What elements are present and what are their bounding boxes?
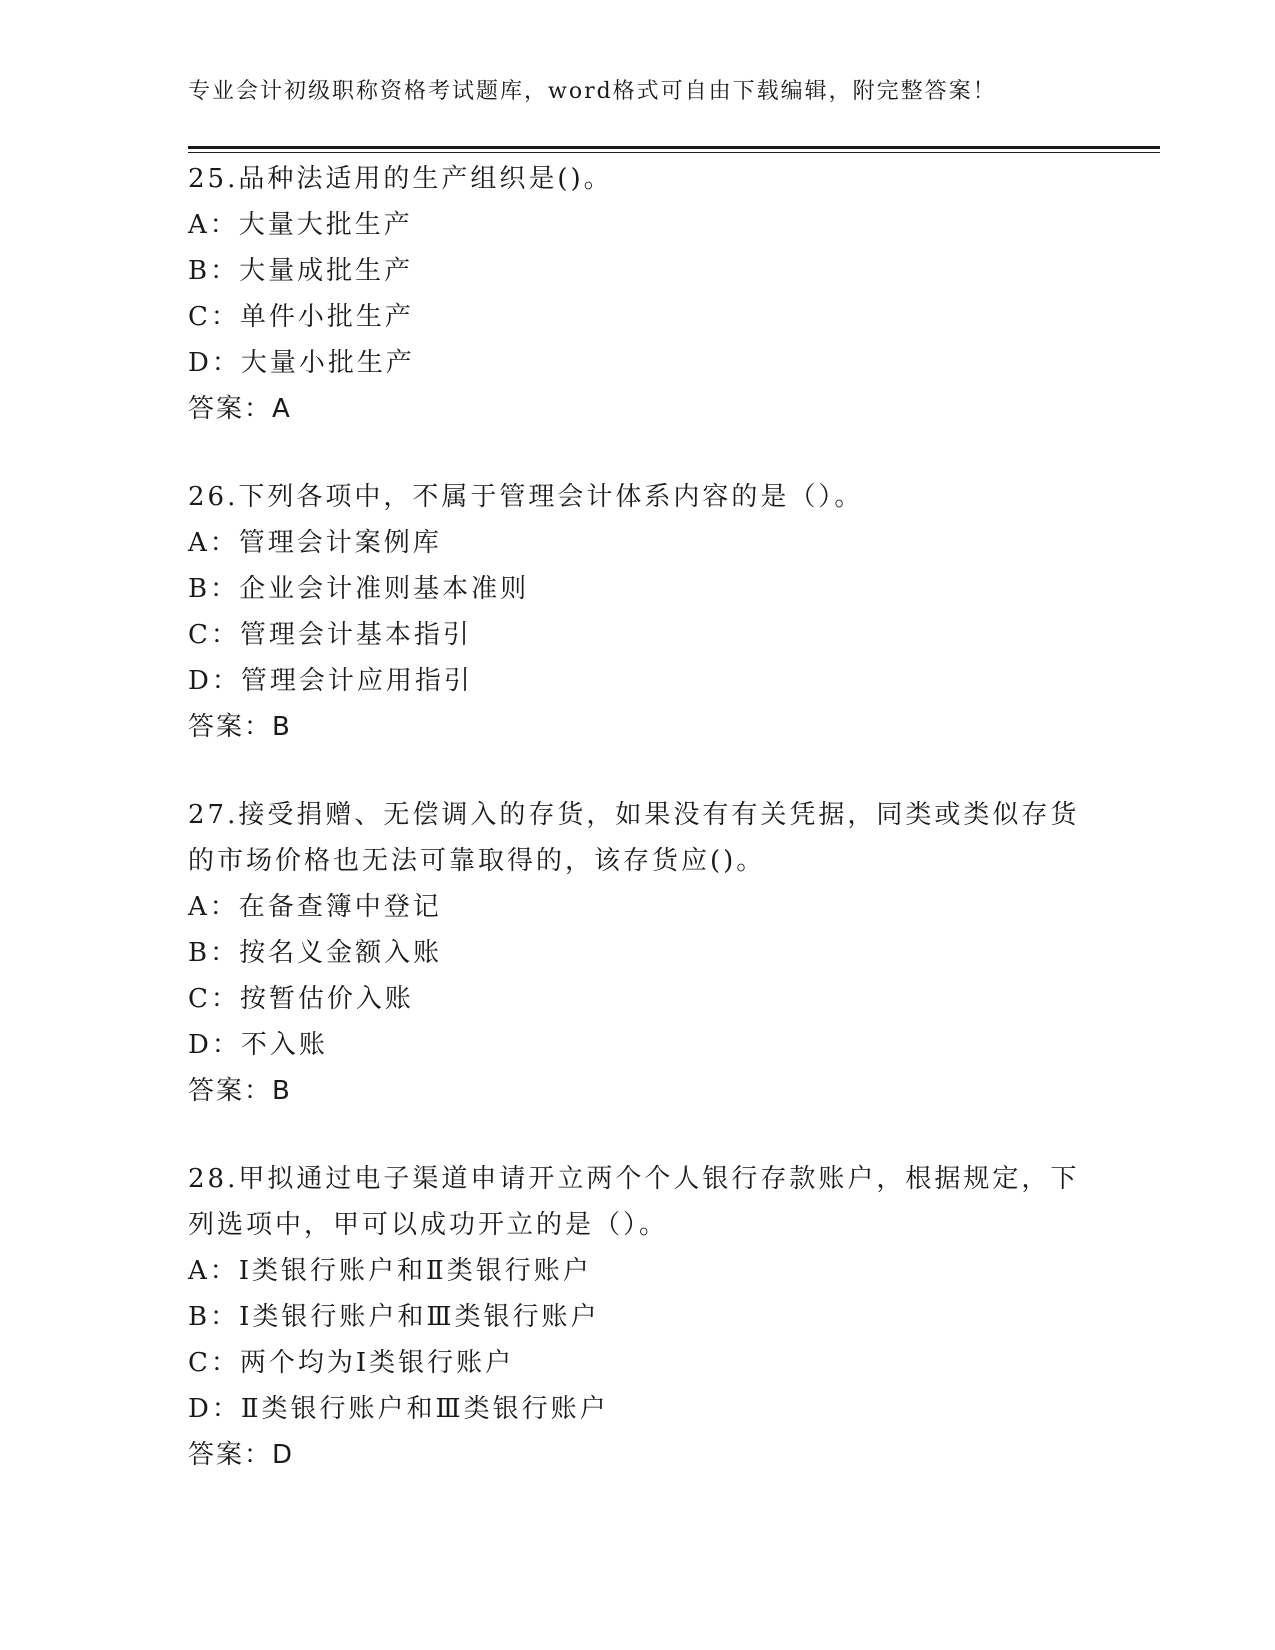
question-26 [188, 474, 1088, 750]
option-d: D：Ⅱ类银行账户和Ⅲ类银行账户 [188, 1394, 609, 1424]
question-list [188, 156, 1088, 1520]
question-27 [188, 792, 1088, 1114]
answer: 答案：A [188, 394, 292, 424]
question-stem: 28.甲拟通过电子渠道申请开立两个个人银行存款账户，根据规定，下列选项中，甲可以成功开立的是（）。 [188, 1164, 1080, 1240]
option-c: C：单件小批生产 [188, 302, 414, 332]
option-d: D：大量小批生产 [188, 348, 415, 378]
option-b: B：企业会计准则基本准则 [188, 574, 530, 604]
option-c: C：管理会计基本指引 [188, 620, 472, 650]
option-a: A：管理会计案例库 [188, 528, 442, 558]
option-a: A：大量大批生产 [188, 210, 413, 240]
option-b: B：Ⅰ类银行账户和Ⅲ类银行账户 [188, 1302, 600, 1332]
answer: 答案：B [188, 1076, 292, 1106]
option-a: A：Ⅰ类银行账户和Ⅱ类银行账户 [188, 1256, 592, 1286]
option-c: C：两个均为Ⅰ类银行账户 [188, 1348, 515, 1378]
question-25 [188, 156, 1088, 432]
answer: 答案：D [188, 1440, 295, 1470]
option-b: B：大量成批生产 [188, 256, 414, 286]
question-stem: 26.下列各项中，不属于管理会计体系内容的是（）。 [188, 482, 864, 512]
header-rule-thick [188, 146, 1160, 149]
option-d: D：管理会计应用指引 [188, 666, 473, 696]
question-stem: 25.品种法适用的生产组织是()。 [188, 164, 613, 194]
question-28 [188, 1156, 1088, 1478]
page-header: 专业会计初级职称资格考试题库，word格式可自由下载编辑，附完整答案！ [188, 79, 997, 104]
header-rule-thin [188, 152, 1160, 153]
option-a: A：在备查簿中登记 [188, 892, 442, 922]
option-c: C：按暂估价入账 [188, 984, 414, 1014]
question-stem: 27.接受捐赠、无偿调入的存货，如果没有有关凭据，同类或类似存货的市场价格也无法可靠取得的，该存货应()。 [188, 800, 1080, 876]
option-b: B：按名义金额入账 [188, 938, 443, 968]
option-d: D：不入账 [188, 1030, 328, 1060]
answer: 答案：B [188, 712, 292, 742]
